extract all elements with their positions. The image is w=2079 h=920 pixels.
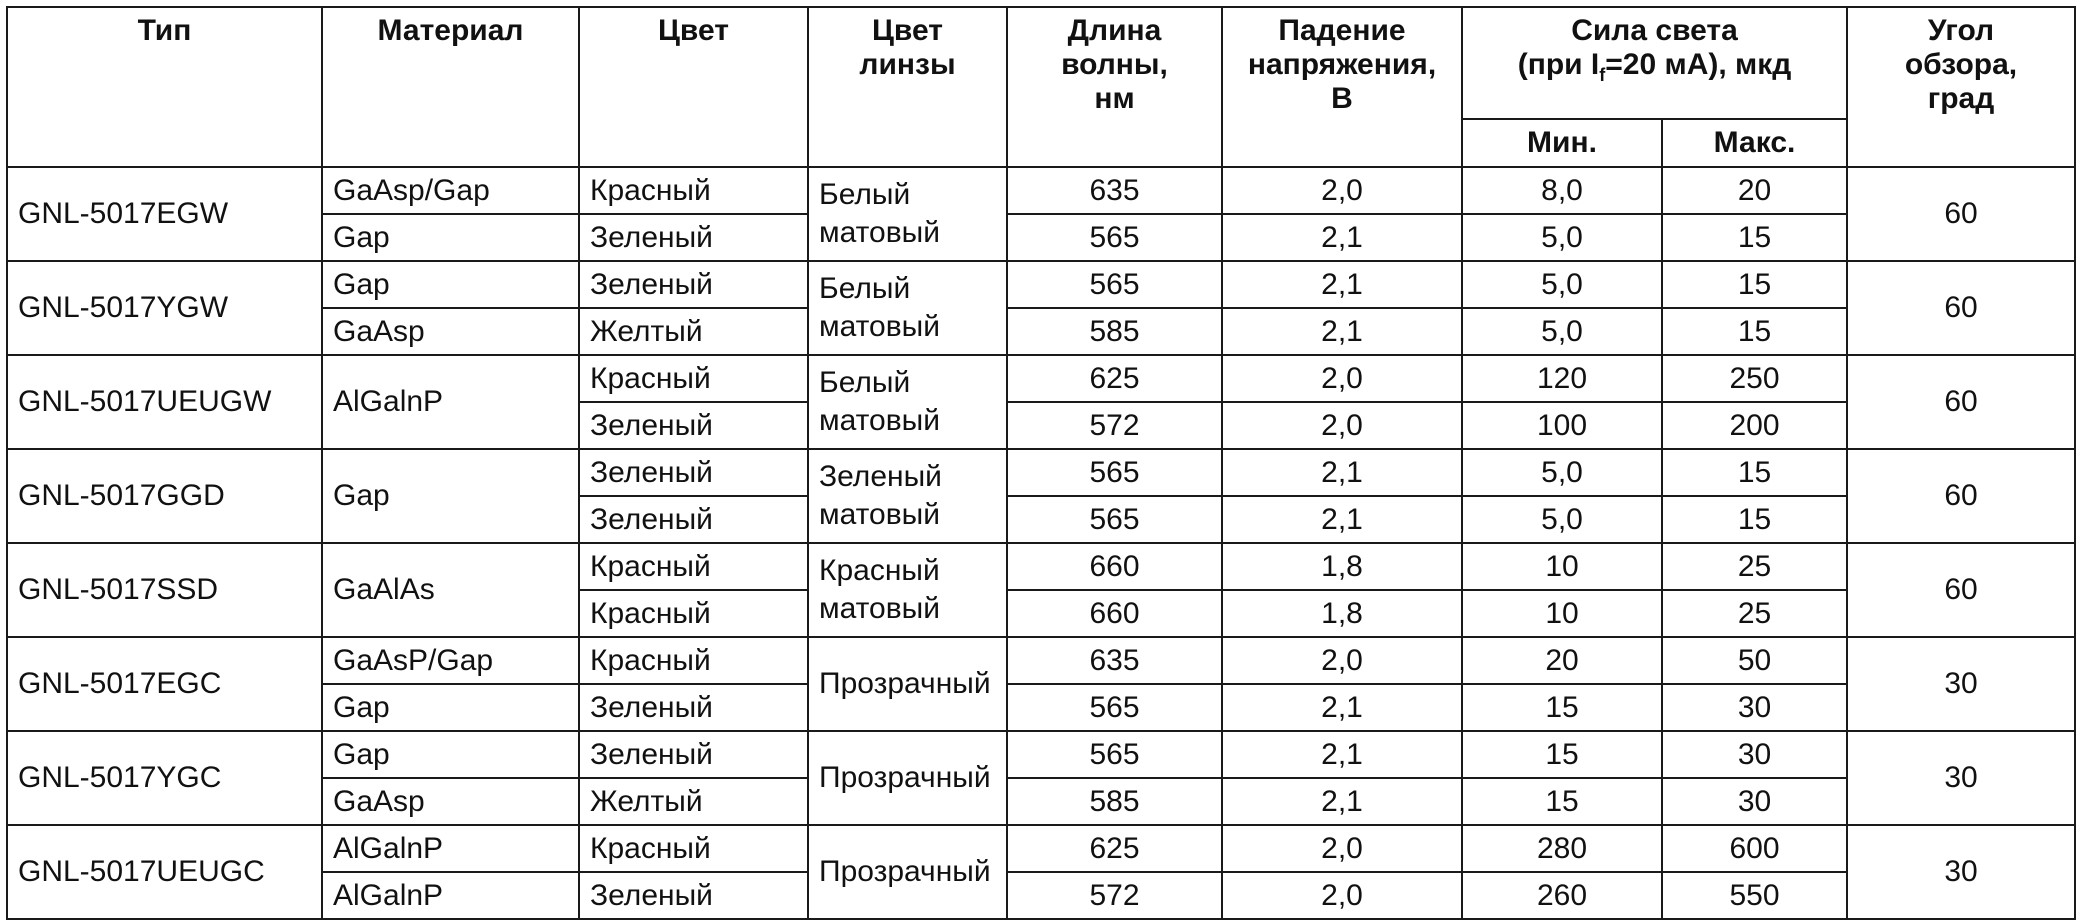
intensity-min-cell: 280: [1462, 825, 1662, 872]
header-row-main: [7, 7, 2075, 119]
emission-color-cell: Красный: [579, 590, 808, 637]
lens-color-cell: [808, 261, 1007, 355]
lens-color-cell: [808, 825, 1007, 919]
header-luminous-intensity: Сила света (при $I_f=20$ мА), мкд: [1462, 7, 1847, 119]
intensity-max-cell: 15: [1662, 496, 1847, 543]
table-row: [7, 637, 2075, 684]
intensity-max-cell: 30: [1662, 731, 1847, 778]
material-cell: AlGalnP: [322, 825, 579, 872]
intensity-min-cell: 15: [1462, 778, 1662, 825]
led-type-cell: GNL-5017UEUGW: [7, 355, 322, 449]
intensity-max-cell: 15: [1662, 449, 1847, 496]
intensity-min-cell: 20: [1462, 637, 1662, 684]
wavelength-cell: 565: [1007, 214, 1222, 261]
intensity-min-cell: 5,0: [1462, 308, 1662, 355]
intensity-min-cell: 10: [1462, 543, 1662, 590]
intensity-max-cell: 15: [1662, 308, 1847, 355]
header-view-angle: Угол обзора, град: [1847, 7, 2075, 167]
emission-color-cell: Красный: [579, 637, 808, 684]
material-cell: Gap: [322, 684, 579, 731]
lens-color-line: матовый: [819, 592, 940, 625]
intensity-min-cell: 10: [1462, 590, 1662, 637]
view-angle-cell: 30: [1847, 731, 2075, 825]
intensity-min-cell: 8,0: [1462, 167, 1662, 214]
table-body: [7, 167, 2075, 919]
material-cell: GaAsp: [322, 778, 579, 825]
wavelength-cell: 565: [1007, 261, 1222, 308]
voltage-drop-cell: 2,1: [1222, 684, 1462, 731]
intensity-max-cell: 15: [1662, 261, 1847, 308]
view-angle-cell: 60: [1847, 355, 2075, 449]
material-cell: Gap: [322, 449, 579, 543]
voltage-drop-cell: 2,0: [1222, 167, 1462, 214]
emission-color-cell: Красный: [579, 167, 808, 214]
intensity-min-cell: 5,0: [1462, 449, 1662, 496]
emission-color-cell: Зеленый: [579, 214, 808, 261]
header-voltage-drop: Падение напряжения, В: [1222, 7, 1462, 167]
emission-color-cell: Зеленый: [579, 261, 808, 308]
wavelength-cell: 625: [1007, 825, 1222, 872]
material-cell: GaAsp/Gap: [322, 167, 579, 214]
intensity-max-cell: 30: [1662, 684, 1847, 731]
intensity-min-cell: 5,0: [1462, 214, 1662, 261]
lens-color-line: Белый: [819, 272, 911, 305]
wavelength-cell: 585: [1007, 778, 1222, 825]
lens-color-cell: [808, 637, 1007, 731]
header-material: Материал: [322, 7, 579, 167]
led-type-cell: GNL-5017YGC: [7, 731, 322, 825]
led-type-cell: GNL-5017GGD: [7, 449, 322, 543]
voltage-drop-cell: 2,0: [1222, 872, 1462, 919]
intensity-min-cell: 15: [1462, 684, 1662, 731]
voltage-drop-cell: 2,1: [1222, 778, 1462, 825]
table-row: [7, 731, 2075, 778]
intensity-max-cell: 550: [1662, 872, 1847, 919]
led-type-cell: GNL-5017EGC: [7, 637, 322, 731]
intensity-min-cell: 260: [1462, 872, 1662, 919]
intensity-max-cell: 25: [1662, 590, 1847, 637]
table-row: [7, 449, 2075, 496]
intensity-max-cell: 20: [1662, 167, 1847, 214]
intensity-max-cell: 25: [1662, 543, 1847, 590]
wavelength-cell: 635: [1007, 637, 1222, 684]
lens-color-line: Прозрачный: [819, 855, 991, 888]
intensity-min-cell: 120: [1462, 355, 1662, 402]
voltage-drop-cell: 2,1: [1222, 496, 1462, 543]
lens-color-line: матовый: [819, 498, 940, 531]
wavelength-cell: 565: [1007, 496, 1222, 543]
emission-color-cell: Зеленый: [579, 731, 808, 778]
lens-color-line: Белый: [819, 178, 911, 211]
intensity-max-cell: 600: [1662, 825, 1847, 872]
lens-color-line: матовый: [819, 310, 940, 343]
emission-color-cell: Желтый: [579, 778, 808, 825]
wavelength-cell: 565: [1007, 449, 1222, 496]
intensity-max-cell: 50: [1662, 637, 1847, 684]
header-type: Тип: [7, 7, 322, 167]
emission-color-cell: Зеленый: [579, 872, 808, 919]
wavelength-cell: 572: [1007, 402, 1222, 449]
view-angle-cell: 60: [1847, 167, 2075, 261]
lens-color-cell: [808, 543, 1007, 637]
intensity-min-cell: 100: [1462, 402, 1662, 449]
view-angle-cell: 60: [1847, 449, 2075, 543]
voltage-drop-cell: 1,8: [1222, 590, 1462, 637]
header-intensity-max: Макс.: [1662, 119, 1847, 167]
voltage-drop-cell: 1,8: [1222, 543, 1462, 590]
lens-color-line: Белый: [819, 366, 911, 399]
emission-color-cell: Желтый: [579, 308, 808, 355]
voltage-drop-cell: 2,0: [1222, 355, 1462, 402]
emission-color-cell: Красный: [579, 825, 808, 872]
intensity-max-cell: 30: [1662, 778, 1847, 825]
wavelength-cell: 660: [1007, 590, 1222, 637]
material-cell: GaAlAs: [322, 543, 579, 637]
lens-color-cell: [808, 449, 1007, 543]
intensity-max-cell: 15: [1662, 214, 1847, 261]
voltage-drop-cell: 2,1: [1222, 731, 1462, 778]
voltage-drop-cell: 2,1: [1222, 214, 1462, 261]
intensity-min-cell: 5,0: [1462, 261, 1662, 308]
intensity-max-cell: 250: [1662, 355, 1847, 402]
header-color: Цвет: [579, 7, 808, 167]
led-type-cell: GNL-5017SSD: [7, 543, 322, 637]
header-intensity-condition: (при $I_f=20$ мА), мкд: [1517, 48, 1792, 85]
lens-color-line: матовый: [819, 404, 940, 437]
wavelength-cell: 625: [1007, 355, 1222, 402]
wavelength-cell: 660: [1007, 543, 1222, 590]
voltage-drop-cell: 2,1: [1222, 449, 1462, 496]
material-cell: GaAsP/Gap: [322, 637, 579, 684]
voltage-drop-cell: 2,1: [1222, 261, 1462, 308]
table-row: [7, 167, 2075, 214]
led-type-cell: GNL-5017UEUGC: [7, 825, 322, 919]
wavelength-cell: 585: [1007, 308, 1222, 355]
intensity-max-cell: 200: [1662, 402, 1847, 449]
led-type-cell: GNL-5017EGW: [7, 167, 322, 261]
emission-color-cell: Красный: [579, 543, 808, 590]
material-cell: Gap: [322, 261, 579, 308]
material-cell: Gap: [322, 214, 579, 261]
intensity-min-cell: 15: [1462, 731, 1662, 778]
view-angle-cell: 30: [1847, 637, 2075, 731]
lens-color-line: Зеленый: [819, 460, 942, 493]
voltage-drop-cell: 2,0: [1222, 637, 1462, 684]
intensity-min-cell: 5,0: [1462, 496, 1662, 543]
header-wavelength: Длина волны, нм: [1007, 7, 1222, 167]
view-angle-cell: 60: [1847, 261, 2075, 355]
header-lens-color: Цвет линзы: [808, 7, 1007, 167]
header-intensity-min: Мин.: [1462, 119, 1662, 167]
lens-color-cell: [808, 355, 1007, 449]
lens-color-line: матовый: [819, 216, 940, 249]
lens-color-line: Прозрачный: [819, 667, 991, 700]
table-header: [7, 7, 2075, 167]
table-row: [7, 261, 2075, 308]
material-cell: AlGalnP: [322, 355, 579, 449]
lens-color-line: Прозрачный: [819, 761, 991, 794]
table-row: [7, 543, 2075, 590]
emission-color-cell: Красный: [579, 355, 808, 402]
wavelength-cell: 635: [1007, 167, 1222, 214]
emission-color-cell: Зеленый: [579, 449, 808, 496]
material-cell: AlGalnP: [322, 872, 579, 919]
voltage-drop-cell: 2,0: [1222, 825, 1462, 872]
material-cell: Gap: [322, 731, 579, 778]
emission-color-cell: Зеленый: [579, 684, 808, 731]
table-row: [7, 825, 2075, 872]
lens-color-cell: [808, 731, 1007, 825]
emission-color-cell: Зеленый: [579, 402, 808, 449]
table-row: [7, 355, 2075, 402]
led-spec-table: [6, 6, 2076, 920]
wavelength-cell: 572: [1007, 872, 1222, 919]
lens-color-line: Красный: [819, 554, 940, 587]
lens-color-cell: [808, 167, 1007, 261]
voltage-drop-cell: 2,1: [1222, 308, 1462, 355]
emission-color-cell: Зеленый: [579, 496, 808, 543]
wavelength-cell: 565: [1007, 684, 1222, 731]
material-cell: GaAsp: [322, 308, 579, 355]
led-type-cell: GNL-5017YGW: [7, 261, 322, 355]
wavelength-cell: 565: [1007, 731, 1222, 778]
voltage-drop-cell: 2,0: [1222, 402, 1462, 449]
spec-sheet: [6, 6, 2074, 912]
view-angle-cell: 30: [1847, 825, 2075, 919]
view-angle-cell: 60: [1847, 543, 2075, 637]
